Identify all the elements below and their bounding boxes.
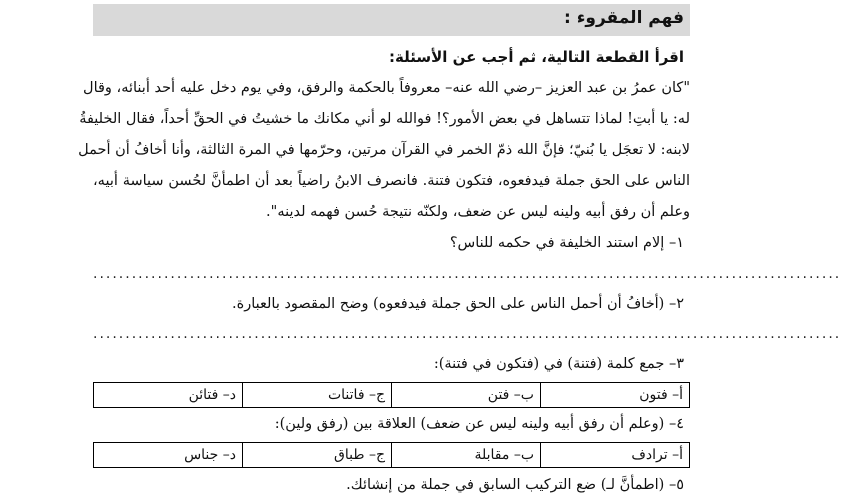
option-a[interactable]: أ– فتون — [541, 383, 690, 408]
section-title: فهم المقروء : — [564, 8, 684, 28]
option-d[interactable]: د– فتائن — [94, 383, 243, 408]
passage-line: الناس على الحق جملة فيدفعوه، فتكون فتنة. فانصرف الابنُ راضياً بعد أن اطمأنَّ لحُسن سياسة أبيه، — [93, 173, 690, 189]
option-c[interactable]: ج– طباق — [243, 443, 392, 468]
option-a[interactable]: أ– ترادف — [541, 443, 690, 468]
instruction-text: اقرأ القطعة التالية، ثم أجب عن الأسئلة: — [389, 48, 684, 66]
question-4: ٤– (وعلم أن رفق أبيه ولينه ليس عن ضعف) العلاقة بين (رفق ولين): — [274, 416, 684, 432]
passage-line: وعلم أن رفق أبيه ولينه ليس عن ضعف، ولكنّه نتيجة حُسن فهمه لدينه". — [266, 204, 690, 220]
question-5: ٥– (اطمأنَّ لـ) ضع التركيب السابق في جملة من إنشائك. — [346, 477, 684, 493]
option-d[interactable]: د– جناس — [94, 443, 243, 468]
option-b[interactable]: ب– فتن — [392, 383, 541, 408]
answer-line-1[interactable]: .................................................................................................................... — [93, 266, 841, 282]
options-table-q3 — [93, 382, 690, 408]
passage-line: "كان عمرُ بن عبد العزيز –رضي الله عنه– معروفاً بالحكمة والرفق، وفي يوم دخل عليه أحد أبنائه، وقال — [83, 80, 690, 96]
options-table-q4 — [93, 442, 690, 468]
option-c[interactable]: ج– فاتنات — [243, 383, 392, 408]
question-2: ٢– (أخافُ أن أحمل الناس على الحق جملة فيدفعوه) وضح المقصود بالعبارة. — [232, 296, 684, 312]
question-3: ٣– جمع كلمة (فتنة) في (فتكون في فتنة): — [433, 356, 684, 372]
option-b[interactable]: ب– مقابلة — [392, 443, 541, 468]
answer-line-2[interactable]: .................................................................................................................... — [93, 326, 841, 342]
passage-line: لابنه: لا تعجَل يا بُنيّ؛ فإنَّ الله ذمّ الخمر في القرآن مرتين، وحرّمها في المرة الثالثة، وأنا أخافُ أن أحمل — [78, 142, 690, 158]
question-1: ١– إلام استند الخليفة في حكمه للناس؟ — [449, 235, 684, 251]
passage-line: له: يا أبتِ! لماذا تتساهل في بعض الأمور؟! فوالله لو أني مكانك ما خشيتُ في الحقِّ أحداً، فقال الخليفةُ — [79, 111, 690, 127]
